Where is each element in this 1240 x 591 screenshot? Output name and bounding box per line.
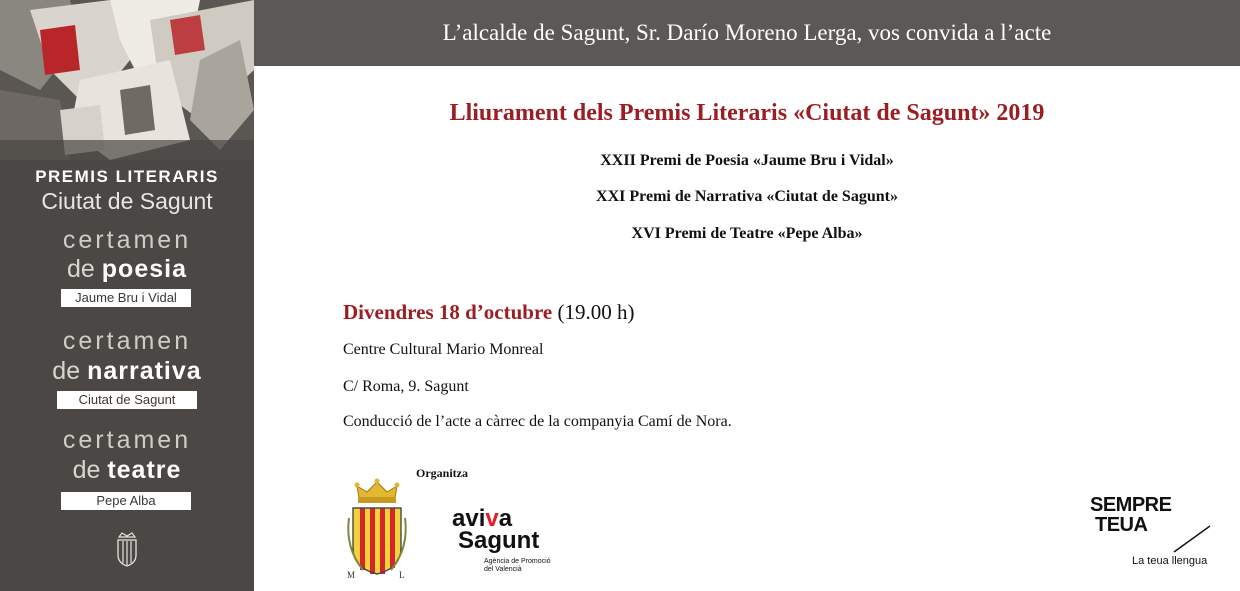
event-date-time <box>343 300 634 325</box>
left-poster-panel <box>0 0 254 591</box>
event-conduction: Conducció de l’acte a càrrec de la companyia Camí de Nora. <box>343 413 732 430</box>
certamen-label-teatre: certamen <box>62 426 192 454</box>
aviva-wordmark: aviva <box>452 505 513 532</box>
prize-teatre: XVI Premi de Teatre «Pepe Alba» <box>631 225 863 242</box>
box-pepe-alba: Pepe Alba <box>61 492 191 510</box>
sempre-teua-logo <box>1090 494 1220 574</box>
box-ciutat-sagunt: Ciutat de Sagunt <box>57 391 197 409</box>
event-date: Divendres 18 d’octubre <box>343 300 553 324</box>
sempre-tagline: La teua llengua <box>1132 555 1208 567</box>
letters-collage-image <box>0 0 254 160</box>
certamen-genre-poesia: de poesia <box>67 255 187 283</box>
certamen-genre-teatre: de teatre <box>72 456 182 484</box>
event-venue: Centre Cultural Mario Monreal <box>343 341 544 358</box>
event-time: (19.00 h) <box>552 300 635 324</box>
sagunt-coat-of-arms-logo <box>341 478 413 580</box>
coat-letter-l: L <box>399 570 405 580</box>
prize-narrativa: XXI Premi de Narrativa «Ciutat de Sagunt» <box>596 188 898 205</box>
box-jaume-bru: Jaume Bru i Vidal <box>61 289 191 307</box>
certamen-label-poesia: certamen <box>62 226 192 254</box>
aviva-tagline: Agència de Promoció del Valencià <box>484 558 551 573</box>
coat-letter-m: M <box>347 570 356 580</box>
panel-title-premis: PREMIS LITERARIS <box>35 167 219 186</box>
event-title: Lliurament dels Premis Literaris «Ciutat de Sagunt» 2019 <box>449 100 1045 126</box>
event-address: C/ Roma, 9. Sagunt <box>343 378 469 395</box>
sempre-word: SEMPRE <box>1090 494 1172 516</box>
aviva-sagunt-logo <box>452 506 582 582</box>
certamen-genre-narrativa: de narrativa <box>52 357 202 385</box>
heart-icon: v <box>485 505 499 532</box>
teua-word: TEUA <box>1095 514 1148 536</box>
prize-poesia: XXII Premi de Poesia «Jaume Bru i Vidal» <box>600 152 894 169</box>
panel-title-ciutat: Ciutat de Sagunt <box>41 188 213 214</box>
aviva-sagunt-word: Sagunt <box>458 527 540 554</box>
certamen-label-narrativa: certamen <box>62 327 192 355</box>
city-seal-icon <box>114 531 140 569</box>
slash-icon <box>1170 524 1214 554</box>
invitation-banner: L’alcalde de Sagunt, Sr. Darío Moreno Lerga, vos convida a l’acte <box>254 0 1240 66</box>
organizer-label: Organitza <box>416 466 468 480</box>
